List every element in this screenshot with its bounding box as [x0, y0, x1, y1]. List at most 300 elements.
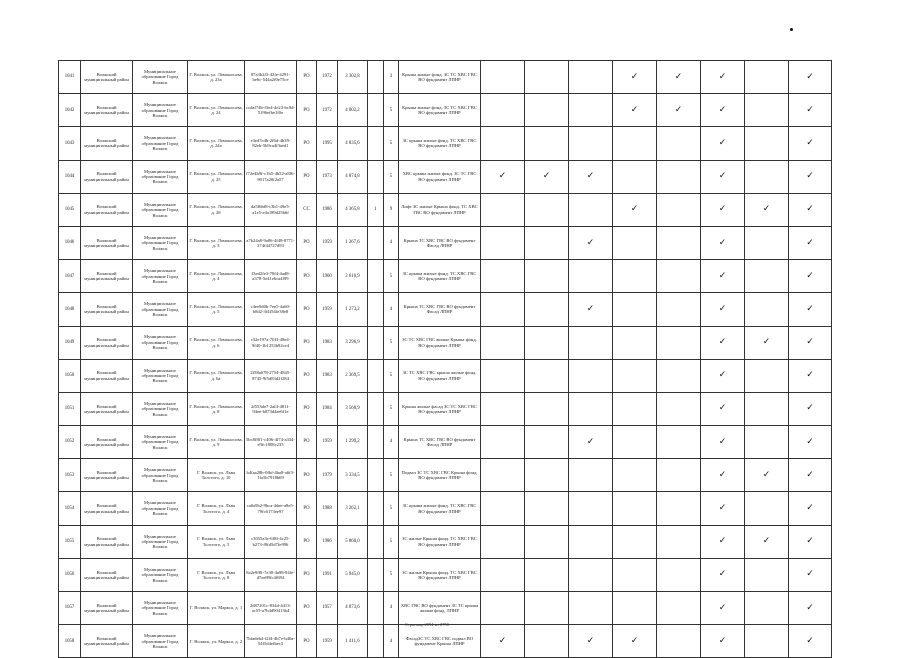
check-cell-5 [657, 625, 701, 658]
year-cell: 1973 [317, 160, 338, 193]
table-row [59, 359, 832, 392]
table-row [59, 492, 832, 525]
check-cell-4: ✓ [613, 61, 657, 94]
check-cell-3: ✓ [569, 160, 613, 193]
year-cell: 1959 [317, 226, 338, 259]
check-cell-1 [481, 492, 525, 525]
check-cell-7: ✓ [745, 459, 789, 492]
check-cell-3 [569, 326, 613, 359]
check-cell-2 [525, 193, 569, 226]
district-cell: Волжский муниципальный район [81, 592, 133, 625]
check-cell-5 [657, 326, 701, 359]
extra-cell [368, 359, 384, 392]
check-cell-7 [745, 558, 789, 591]
address-cell: Г. Волжск, ул. Льва Толстого, д. 8 [188, 558, 245, 591]
row-id: 1042 [59, 94, 81, 127]
check-cell-7 [745, 293, 789, 326]
extra-cell [368, 326, 384, 359]
check-cell-4 [613, 326, 657, 359]
table-row [59, 61, 832, 94]
type-cell: РО [297, 94, 317, 127]
check-cell-7 [745, 625, 789, 658]
check-cell-1 [481, 260, 525, 293]
check-cell-3 [569, 94, 613, 127]
row-id: 1054 [59, 492, 81, 525]
check-cell-8: ✓ [789, 61, 832, 94]
check-cell-5 [657, 492, 701, 525]
district-cell: Волжский муниципальный район [81, 625, 133, 658]
settlement-cell: Муниципальное образование Город Волжск [133, 426, 188, 459]
area-cell: 3 560,9 [338, 392, 368, 425]
check-cell-2 [525, 459, 569, 492]
check-cell-4 [613, 426, 657, 459]
check-cell-4: ✓ [613, 94, 657, 127]
check-cell-7 [745, 426, 789, 459]
district-cell: Волжский муниципальный район [81, 392, 133, 425]
check-cell-3: ✓ [569, 426, 613, 459]
check-cell-5 [657, 459, 701, 492]
guid-cell: e3ed7e4b-2f6d-4b39-82eb-5b9ca4f3aed1 [245, 127, 297, 160]
year-cell: 1991 [317, 558, 338, 591]
works-cell: ЗС жилые Крыша фонд. ТС ХВС ГВС ВО фундамент ЛПНР [399, 525, 481, 558]
check-cell-3 [569, 492, 613, 525]
floors-cell: 5 [384, 492, 399, 525]
check-cell-8: ✓ [789, 293, 832, 326]
check-cell-8: ✓ [789, 326, 832, 359]
check-cell-1 [481, 193, 525, 226]
extra-cell [368, 226, 384, 259]
year-cell: 1995 [317, 127, 338, 160]
settlement-cell: Муниципальное образование Город Волжск [133, 525, 188, 558]
works-cell: ЗС ТС ХВС ГВС крыша жилые фонд. ВО фундамент ЛПНР [399, 359, 481, 392]
settlement-cell: Муниципальное образование Город Волжск [133, 326, 188, 359]
check-cell-3 [569, 392, 613, 425]
guid-cell: ccdaf74b-f3e4-4e23-bc9d-5196efbe1f0e [245, 94, 297, 127]
area-cell: 3 334,5 [338, 459, 368, 492]
check-cell-5 [657, 226, 701, 259]
year-cell: 1986 [317, 193, 338, 226]
guid-cell: ca0a9b2-9bca-4dee-a8e5-79fc6173ee97 [245, 492, 297, 525]
works-cell: Лифт ЗС жилые Крыша фонд. ТС ХВС ГВС ВО фундамент ЛПНР [399, 193, 481, 226]
works-cell: Крыша ТС ХВС ГВС ВО фундамент Фасад ЛПНР [399, 226, 481, 259]
extra-cell [368, 525, 384, 558]
area-cell: 4 835,6 [338, 127, 368, 160]
guid-cell: b4faa28b-0fbf-4ba8-a6f3-1fa5b7918b69 [245, 459, 297, 492]
check-cell-6: ✓ [701, 160, 745, 193]
check-cell-6: ✓ [701, 226, 745, 259]
check-cell-1: ✓ [481, 625, 525, 658]
floors-cell: 5 [384, 459, 399, 492]
row-id: 1043 [59, 127, 81, 160]
check-cell-2 [525, 260, 569, 293]
floors-cell: 5 [384, 127, 399, 160]
guid-cell: 8a2e9f8f-7e30-4a98-94fe-d7ee89fc4f694 [245, 558, 297, 591]
year-cell: 1986 [317, 525, 338, 558]
extra-cell [368, 592, 384, 625]
year-cell: 1960 [317, 260, 338, 293]
table-row [59, 226, 832, 259]
floors-cell: 4 [384, 426, 399, 459]
year-cell: 1957 [317, 592, 338, 625]
address-cell: Г. Волжск, ул. Ломоносова, д. 25 [188, 160, 245, 193]
extra-cell: 1 [368, 193, 384, 226]
check-cell-2 [525, 492, 569, 525]
check-cell-2 [525, 61, 569, 94]
check-cell-2 [525, 592, 569, 625]
check-cell-2 [525, 558, 569, 591]
district-cell: Волжский муниципальный район [81, 193, 133, 226]
table-row [59, 625, 832, 658]
works-cell: Крыша жилые фонд. ЗС ТС ХВС ГВС ВО фундамент ЛПНР [399, 61, 481, 94]
check-cell-6: ✓ [701, 359, 745, 392]
extra-cell [368, 127, 384, 160]
check-cell-6: ✓ [701, 592, 745, 625]
check-cell-7: ✓ [745, 525, 789, 558]
type-cell: РО [297, 392, 317, 425]
check-cell-6: ✓ [701, 625, 745, 658]
check-cell-1 [481, 392, 525, 425]
check-cell-5 [657, 260, 701, 293]
works-cell: ЗС жилые Крыша фонд. ТС ХВС ГВС ВО фундамент ЛПНР [399, 558, 481, 591]
area-cell: 2 610,9 [338, 260, 368, 293]
works-cell: Крыша ТС ХВС ГВС ВО фундамент Фасад ЛПНР [399, 426, 481, 459]
address-cell: Г. Волжск, ул. Ломоносова, д. 4 [188, 260, 245, 293]
check-cell-3 [569, 592, 613, 625]
extra-cell [368, 459, 384, 492]
extra-cell [368, 558, 384, 591]
type-cell: РО [297, 525, 317, 558]
extra-cell [368, 426, 384, 459]
check-cell-8: ✓ [789, 558, 832, 591]
row-id: 1056 [59, 558, 81, 591]
table-row [59, 426, 832, 459]
type-cell: РО [297, 61, 317, 94]
district-cell: Волжский муниципальный район [81, 492, 133, 525]
check-cell-1 [481, 459, 525, 492]
settlement-cell: Муниципальное образование Город Волжск [133, 558, 188, 591]
floors-cell: 5 [384, 392, 399, 425]
floors-cell: 3 [384, 61, 399, 94]
floors-cell: 5 [384, 326, 399, 359]
check-cell-2 [525, 392, 569, 425]
check-cell-3 [569, 558, 613, 591]
area-cell: 4 002,2 [338, 94, 368, 127]
check-cell-8: ✓ [789, 525, 832, 558]
row-id: 1048 [59, 293, 81, 326]
floors-cell: 5 [384, 260, 399, 293]
check-cell-2 [525, 326, 569, 359]
check-cell-7 [745, 226, 789, 259]
check-cell-1 [481, 359, 525, 392]
type-cell: РО [297, 625, 317, 658]
check-cell-1 [481, 293, 525, 326]
floors-cell: 9 [384, 193, 399, 226]
year-cell: 1972 [317, 61, 338, 94]
check-cell-3 [569, 193, 613, 226]
check-cell-3 [569, 459, 613, 492]
year-cell: 1984 [317, 392, 338, 425]
floors-cell: 5 [384, 94, 399, 127]
check-cell-4 [613, 226, 657, 259]
settlement-cell: Муниципальное образование Город Волжск [133, 160, 188, 193]
works-cell: ФасадЗС ТС ХВС ГВС подвал ВО фундамент Крыша ЛПНР [399, 625, 481, 658]
address-cell: Г. Волжск, ул. Ломоносова, д. 3 [188, 226, 245, 259]
area-cell: 5 945,0 [338, 558, 368, 591]
check-cell-4: ✓ [613, 625, 657, 658]
floors-cell: 5 [384, 160, 399, 193]
housing-table [58, 60, 832, 658]
district-cell: Волжский муниципальный район [81, 359, 133, 392]
address-cell: Г. Волжск, ул. Льва Толстого, д. 4 [188, 492, 245, 525]
check-cell-7 [745, 127, 789, 160]
settlement-cell: Муниципальное образование Город Волжск [133, 94, 188, 127]
table-row [59, 127, 832, 160]
extra-cell [368, 625, 384, 658]
guid-cell: da5f6bf8-c3b1-49e5-a1e5-e4a189d25b6f [245, 193, 297, 226]
works-cell: Крыша жилые фонд. ЗС ТС ХВС ГВС ВО фундамент ЛПНР [399, 94, 481, 127]
works-cell: Подвал ЗС ТС ХВС ГВС Крыша фонд. ВО фундамент ЛПНР [399, 459, 481, 492]
check-cell-5 [657, 293, 701, 326]
address-cell: Г. Волжск, ул. Ломоносова, д. 5 [188, 293, 245, 326]
check-cell-7 [745, 94, 789, 127]
check-cell-7 [745, 160, 789, 193]
check-cell-1 [481, 61, 525, 94]
works-cell: ЗС крыша жилые фонд. ТС ХВС ГВС ВО фундамент ЛПНР [399, 127, 481, 160]
district-cell: Волжский муниципальный район [81, 127, 133, 160]
address-cell: Г. Волжск, ул. Льва Толстого, д. 10 [188, 459, 245, 492]
guid-cell: 87a3b2f3-42fe-4291-be6c-544a2f0e75ce [245, 61, 297, 94]
check-cell-6: ✓ [701, 426, 745, 459]
address-cell: Г. Волжск, ул. Ломоносова, д. 9 [188, 426, 245, 459]
page-footer: Страница 2094 из 2750 [405, 622, 449, 627]
settlement-cell: Муниципальное образование Город Волжск [133, 359, 188, 392]
check-cell-3 [569, 260, 613, 293]
table-row [59, 193, 832, 226]
district-cell: Волжский муниципальный район [81, 61, 133, 94]
settlement-cell: Муниципальное образование Город Волжск [133, 260, 188, 293]
check-cell-6: ✓ [701, 293, 745, 326]
check-cell-8: ✓ [789, 94, 832, 127]
settlement-cell: Муниципальное образование Город Волжск [133, 392, 188, 425]
area-cell: 4 873,6 [338, 592, 368, 625]
floors-cell: 4 [384, 293, 399, 326]
area-cell: 4 874,8 [338, 160, 368, 193]
area-cell: 1 299,2 [338, 426, 368, 459]
works-cell: ЗС ТС ХВС ГВС жилые Крыша фонд. ВО фундамент ЛПНР [399, 326, 481, 359]
floors-cell: 5 [384, 558, 399, 591]
type-cell: РО [297, 226, 317, 259]
check-cell-3: ✓ [569, 293, 613, 326]
works-cell: ХВС ГВС ВО фундамент ЗС ТС крыша жилые фонд. ЛПНР [399, 592, 481, 625]
check-cell-1 [481, 558, 525, 591]
district-cell: Волжский муниципальный район [81, 525, 133, 558]
row-id: 1046 [59, 226, 81, 259]
check-cell-8: ✓ [789, 625, 832, 658]
table-row [59, 392, 832, 425]
area-cell: 1 273,2 [338, 293, 368, 326]
row-id: 1057 [59, 592, 81, 625]
check-cell-5 [657, 193, 701, 226]
check-cell-5 [657, 160, 701, 193]
check-cell-8: ✓ [789, 359, 832, 392]
address-cell: Г. Волжск, ул. Ломоносова, д. 6 [188, 326, 245, 359]
row-id: 1050 [59, 359, 81, 392]
extra-cell [368, 260, 384, 293]
address-cell: Г. Волжск, ул. Ломоносова, д. 24 [188, 94, 245, 127]
type-cell: РО [297, 592, 317, 625]
year-cell: 1959 [317, 293, 338, 326]
check-cell-5 [657, 525, 701, 558]
check-cell-8: ✓ [789, 226, 832, 259]
type-cell: РО [297, 459, 317, 492]
area-cell: 4 365,8 [338, 193, 368, 226]
floors-cell: 4 [384, 592, 399, 625]
check-cell-1 [481, 326, 525, 359]
district-cell: Волжский муниципальный район [81, 160, 133, 193]
table-row [59, 592, 832, 625]
type-cell: РО [297, 293, 317, 326]
extra-cell [368, 392, 384, 425]
check-cell-6: ✓ [701, 260, 745, 293]
district-cell: Волжский муниципальный район [81, 326, 133, 359]
check-cell-7 [745, 492, 789, 525]
year-cell: 1983 [317, 326, 338, 359]
check-cell-4 [613, 127, 657, 160]
type-cell: РО [297, 426, 317, 459]
type-cell: РО [297, 260, 317, 293]
check-cell-4 [613, 359, 657, 392]
guid-cell: a7b24a8-9a06-4f48-8771-274f44727d93 [245, 226, 297, 259]
guid-cell: 2f553de7-2af4-4811-94ee-b073d4ae6f1e [245, 392, 297, 425]
check-cell-4 [613, 392, 657, 425]
table-row [59, 260, 832, 293]
type-cell: РО [297, 359, 317, 392]
area-cell: 2 369,5 [338, 359, 368, 392]
table-row [59, 558, 832, 591]
check-cell-4 [613, 260, 657, 293]
settlement-cell: Муниципальное образование Город Волжск [133, 293, 188, 326]
check-cell-6: ✓ [701, 459, 745, 492]
check-cell-2 [525, 426, 569, 459]
settlement-cell: Муниципальное образование Город Волжск [133, 226, 188, 259]
works-cell: Крыша жилые фасад ЗС ТС ХВС ГВС ВО фундамент ЛПНР [399, 392, 481, 425]
check-cell-4 [613, 459, 657, 492]
guid-cell: c32e197a-70f3-48e4-9f40-1b1253b92ce4 [245, 326, 297, 359]
extra-cell [368, 61, 384, 94]
address-cell: Г. Волжск, ул. Ломоносова, д. 8 [188, 392, 245, 425]
check-cell-5 [657, 392, 701, 425]
check-cell-2 [525, 293, 569, 326]
table-row [59, 160, 832, 193]
table-row [59, 94, 832, 127]
row-id: 1058 [59, 625, 81, 658]
check-cell-8: ✓ [789, 193, 832, 226]
district-cell: Волжский муниципальный район [81, 226, 133, 259]
guid-cell: 2d87201c-834d-4413-ac55-a7b4d90413b4 [245, 592, 297, 625]
address-cell: Г. Волжск, ул. Льва Толстого, д. 5 [188, 525, 245, 558]
check-cell-5 [657, 359, 701, 392]
check-cell-6: ✓ [701, 127, 745, 160]
check-cell-6: ✓ [701, 94, 745, 127]
check-cell-3: ✓ [569, 226, 613, 259]
check-cell-5 [657, 127, 701, 160]
check-cell-1 [481, 525, 525, 558]
guid-cell: f72e4b9f-c1b5-4b52-a8f6-8017a20f2a57 [245, 160, 297, 193]
works-cell: ЗС крыша жилые фонд. ТС ХВС ГВС ВО фундамент ЛПНР [399, 492, 481, 525]
check-cell-2 [525, 359, 569, 392]
check-cell-4: ✓ [613, 193, 657, 226]
check-cell-8: ✓ [789, 392, 832, 425]
check-cell-8: ✓ [789, 492, 832, 525]
guid-cell: 13ed2fe3-70f4-4ad8-a378-5e41e6ca4f99 [245, 260, 297, 293]
settlement-cell: Муниципальное образование Город Волжск [133, 592, 188, 625]
check-cell-6: ✓ [701, 61, 745, 94]
table-row [59, 293, 832, 326]
year-cell: 1959 [317, 426, 338, 459]
guid-cell: 2f58a678-2754-4845-8745-9f5d83d2f284 [245, 359, 297, 392]
address-cell: Г. Волжск, ул. Ломоносова, д. 28 [188, 193, 245, 226]
check-cell-6: ✓ [701, 525, 745, 558]
settlement-cell: Муниципальное образование Город Волжск [133, 127, 188, 160]
table-row [59, 326, 832, 359]
district-cell: Волжский муниципальный район [81, 558, 133, 591]
district-cell: Волжский муниципальный район [81, 459, 133, 492]
year-cell: 1959 [317, 625, 338, 658]
check-cell-6: ✓ [701, 326, 745, 359]
type-cell: РО [297, 492, 317, 525]
type-cell: СС [297, 193, 317, 226]
address-cell: Г. Волжск, ул. Ломоносова, д. 24а [188, 127, 245, 160]
district-cell: Волжский муниципальный район [81, 94, 133, 127]
floors-cell: 4 [384, 625, 399, 658]
table-row [59, 459, 832, 492]
district-cell: Волжский муниципальный район [81, 426, 133, 459]
extra-cell [368, 492, 384, 525]
address-cell: Г. Волжск, ул. Ломоносова, д. 23а [188, 61, 245, 94]
year-cell: 1979 [317, 459, 338, 492]
check-cell-5: ✓ [657, 61, 701, 94]
extra-cell [368, 160, 384, 193]
guid-cell: 7bfadeb4-f2f4-4b7e-b40a-54f5d4efbec5 [245, 625, 297, 658]
type-cell: РО [297, 160, 317, 193]
address-cell: Г. Волжск, ул. Маркса, д. 2 [188, 625, 245, 658]
check-cell-7: ✓ [745, 193, 789, 226]
extra-cell [368, 293, 384, 326]
check-cell-8: ✓ [789, 127, 832, 160]
address-cell: Г. Волжск, ул. Ломоносова, д. 6а [188, 359, 245, 392]
address-cell: Г. Волжск, ул. Маркса, д. 1 [188, 592, 245, 625]
guid-cell: 5bc8f8f1-c406-4f74-a334-e9fc1808c235 [245, 426, 297, 459]
floors-cell: 4 [384, 226, 399, 259]
check-cell-3 [569, 359, 613, 392]
type-cell: РО [297, 127, 317, 160]
check-cell-3 [569, 127, 613, 160]
area-cell: 1 411,6 [338, 625, 368, 658]
check-cell-3: ✓ [569, 625, 613, 658]
district-cell: Волжский муниципальный район [81, 260, 133, 293]
check-cell-7 [745, 592, 789, 625]
check-cell-1: ✓ [481, 160, 525, 193]
check-cell-7 [745, 61, 789, 94]
type-cell: РО [297, 326, 317, 359]
year-cell: 1983 [317, 359, 338, 392]
check-cell-8: ✓ [789, 260, 832, 293]
check-cell-4 [613, 592, 657, 625]
check-cell-1 [481, 426, 525, 459]
area-cell: 3 262,1 [338, 492, 368, 525]
check-cell-8: ✓ [789, 426, 832, 459]
settlement-cell: Муниципальное образование Город Волжск [133, 625, 188, 658]
